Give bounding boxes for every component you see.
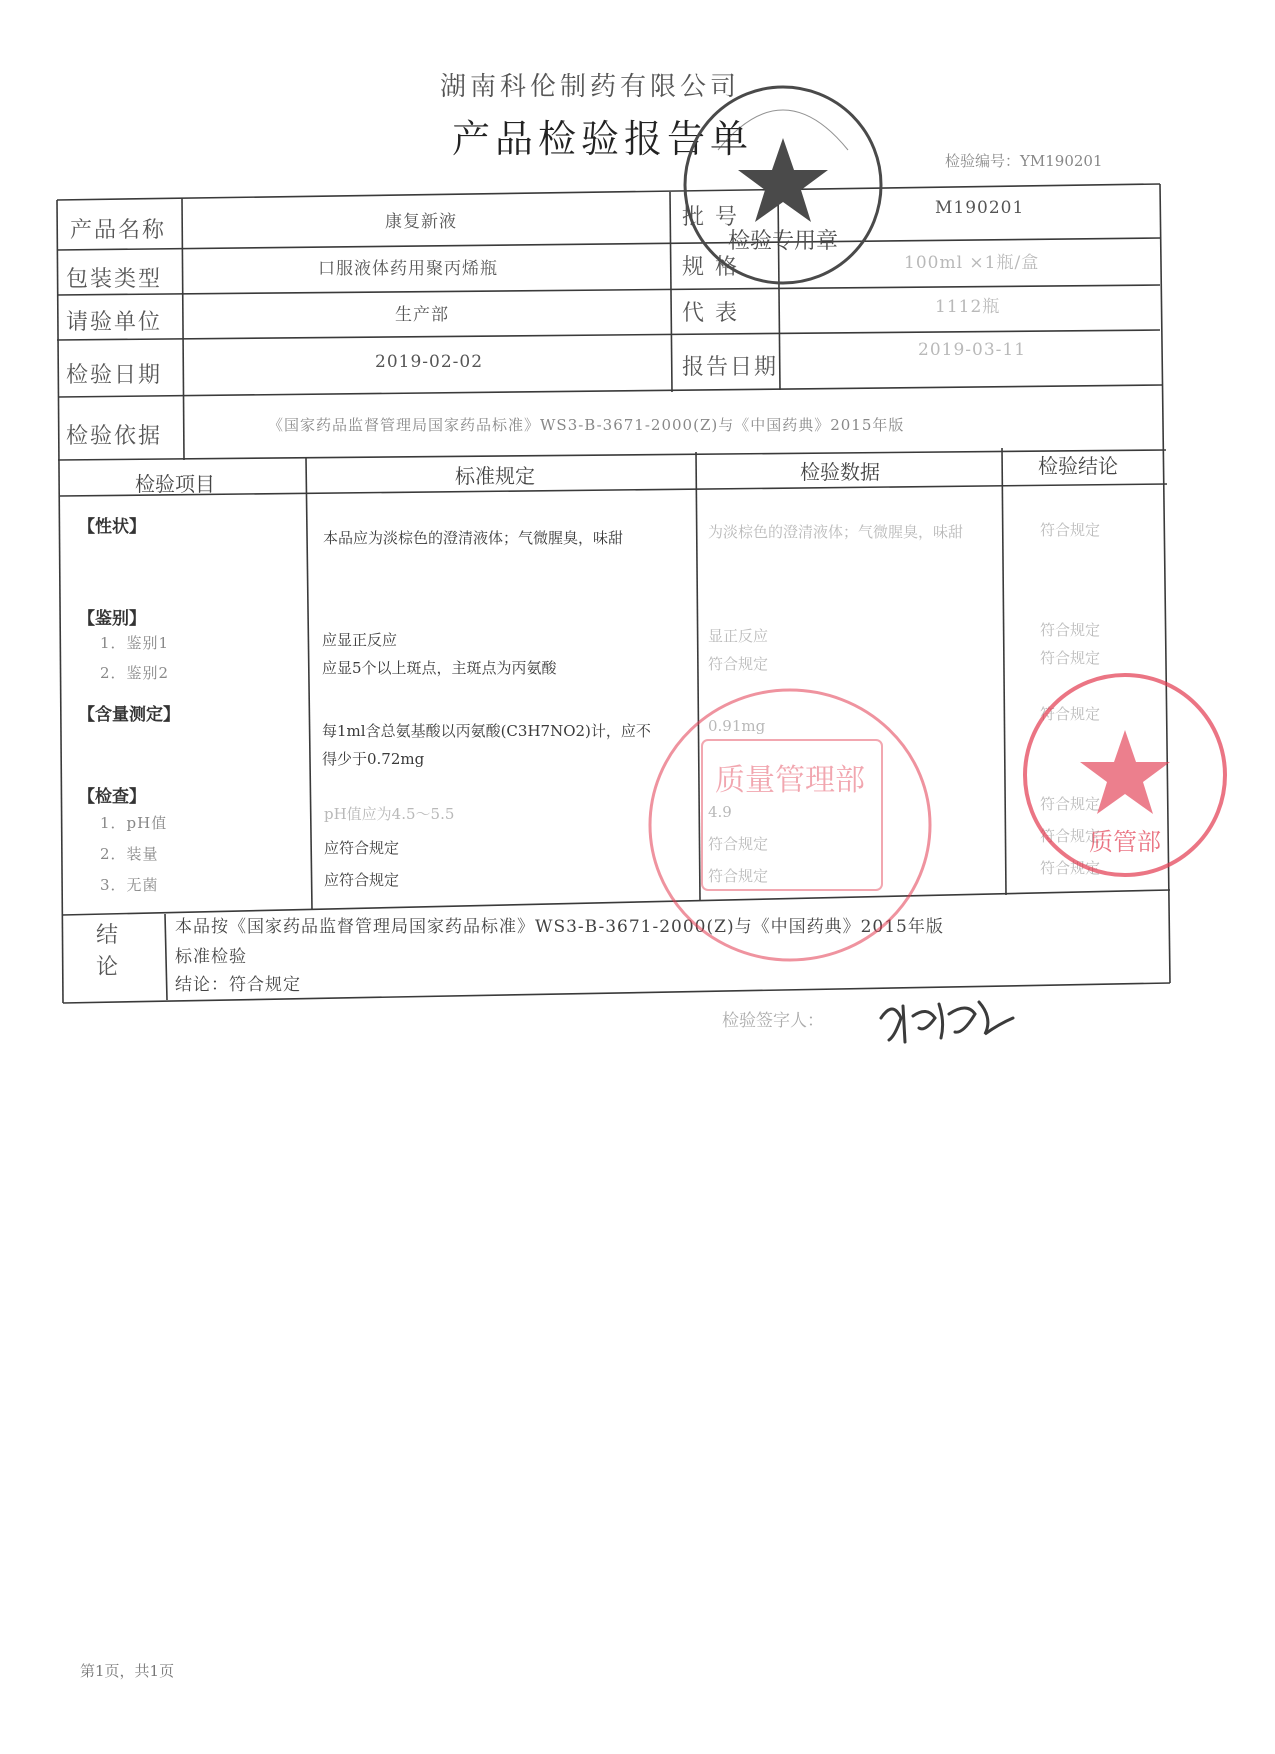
signature-label: 检验签字人： [722,1011,824,1031]
check-result-3: 符合规定 [1040,859,1101,877]
identification-data-2: 符合规定 [708,655,769,673]
package-value: 口服液体药用聚丙烯瓶 [318,259,498,279]
section-identification: 【鉴别】 [78,609,146,629]
check-data-1: 4.9 [708,803,732,821]
conclusion-label: 结论 [96,923,119,980]
section-appearance: 【性状】 [78,517,146,537]
check-standard-1: pH值应为4.5～5.5 [324,805,455,823]
col-header-item: 检验项目 [135,472,215,496]
assay-result: 符合规定 [1040,705,1101,723]
check-item-1: 1．pH值 [100,814,168,832]
rep-value: 1112瓶 [935,297,1001,317]
identification-standard-2: 应显5个以上斑点，主斑点为丙氨酸 [322,659,557,677]
report-date-label: 报告日期 [682,355,779,380]
conclusion-line-3: 结论：符合规定 [175,975,301,995]
distributor-seal [1010,660,1240,890]
spec-value: 100ml ×1瓶/盒 [904,253,1040,273]
rep-label: 代 表 [682,301,739,326]
check-standard-3: 应符合规定 [324,871,400,889]
page-footer: 第1页，共1页 [80,1662,175,1680]
report-number: 检验编号：YM190201 [945,152,1103,170]
section-checks: 【检查】 [78,787,146,807]
company-inspection-seal [678,80,888,290]
appearance-standard: 本品应为淡棕色的澄清液体；气微腥臭，味甜 [323,529,624,547]
col-header-result: 检验结论 [1038,454,1118,478]
requester-value: 生产部 [395,305,449,325]
appearance-result: 符合规定 [1040,521,1101,539]
batch-value: M190201 [935,198,1025,218]
check-data-2: 符合规定 [708,835,769,853]
appearance-data: 为淡棕色的澄清液体；气微腥臭，味甜 [708,523,964,541]
check-standard-2: 应符合规定 [324,839,400,857]
requester-label: 请验单位 [66,310,163,335]
check-data-3: 符合规定 [708,867,769,885]
check-result-1: 符合规定 [1040,795,1101,813]
basis-value: 《国家药品监督管理局国家药品标准》WS3-B-3671-2000(Z)与《中国药典》2015年版 [268,416,905,434]
conclusion-line-1: 本品按《国家药品监督管理局国家药品标准》WS3-B-3671-2000(Z)与《中国药典》2015年版 [175,917,944,937]
assay-standard: 每1ml含总氨基酸以丙氨酸(C3H7NO2)计，应不得少于0.72mg [322,722,651,768]
check-item-3: 3．无菌 [100,876,159,894]
handwritten-signature [875,988,1025,1048]
basis-label: 检验依据 [66,424,163,449]
identification-item-1: 1．鉴别1 [100,634,170,652]
product-name-value: 康复新液 [385,212,457,232]
identification-result-2: 符合规定 [1040,649,1101,667]
page-title: 产品检验报告单 [452,117,754,161]
identification-data-1: 显正反应 [708,627,769,645]
identification-result-1: 符合规定 [1040,621,1101,639]
section-assay: 【含量测定】 [78,705,180,725]
svg-text:质量管理部: 质量管理部 [715,763,865,798]
svg-text:检验专用章: 检验专用章 [727,229,839,254]
spec-label: 规 格 [682,255,739,280]
svg-text:质管部: 质管部 [1089,828,1161,856]
assay-data: 0.91mg [708,717,766,735]
identification-item-2: 2．鉴别2 [100,664,170,682]
col-header-standard: 标准规定 [455,464,535,488]
report-date-value: 2019-03-11 [918,340,1027,360]
quality-department-seal [640,680,940,970]
company-name: 湖南科伦制药有限公司 [440,72,741,102]
identification-standard-1: 应显正反应 [322,631,398,649]
check-item-2: 2．装量 [100,845,159,863]
col-header-data: 检验数据 [800,460,880,484]
check-result-2: 符合规定 [1040,827,1101,845]
test-date-label: 检验日期 [66,363,163,388]
package-label: 包装类型 [66,267,163,292]
batch-label: 批 号 [682,205,739,230]
product-name-label: 产品名称 [70,218,167,243]
conclusion-line-2: 标准检验 [175,947,247,967]
test-date-value: 2019-02-02 [375,352,484,372]
